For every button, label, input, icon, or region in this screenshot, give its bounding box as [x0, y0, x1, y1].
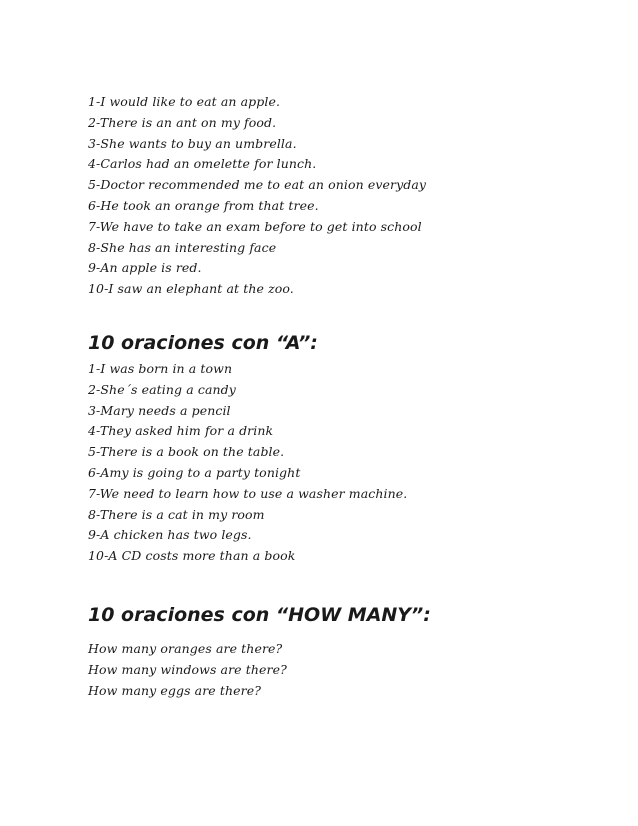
- list-item: 8-There is a cat in my room: [88, 506, 265, 522]
- list-item: 6-Amy is going to a party tonight: [88, 464, 301, 480]
- list-item: 7-We have to take an exam before to get into school: [88, 218, 422, 234]
- list-item: 9-An apple is red.: [88, 260, 202, 276]
- section-heading-how-many: 10 oraciones con “HOW MANY”:: [88, 603, 431, 626]
- list-item: How many oranges are there?: [88, 640, 283, 656]
- list-item: 4-They asked him for a drink: [88, 423, 274, 439]
- list-item: 6-He took an orange from that tree.: [88, 197, 319, 213]
- sentence-list-a: [88, 359, 608, 567]
- list-item: 9-A chicken has two legs.: [88, 527, 252, 543]
- section-heading-a: 10 oraciones con “A”:: [88, 331, 318, 354]
- list-item: 1-I would like to eat an apple.: [88, 94, 281, 109]
- list-item: 1-I was born in a town: [88, 360, 233, 376]
- list-item: 2-She´s eating a candy: [88, 381, 236, 397]
- list-item: 2-There is an ant on my food.: [88, 114, 277, 130]
- list-item: How many windows are there?: [88, 661, 287, 677]
- list-item: How many eggs are there?: [88, 682, 262, 698]
- list-item: 5-Doctor recommended me to eat an onion everyday: [88, 177, 427, 193]
- sentence-list-how-many: [88, 639, 608, 701]
- list-item: 5-There is a book on the table.: [88, 444, 285, 460]
- list-item: 7-We need to learn how to use a washer machine.: [88, 485, 408, 501]
- document-page: [88, 92, 608, 701]
- list-item: 8-She has an interesting face: [88, 239, 277, 255]
- list-item: 3-Mary needs a pencil: [88, 402, 231, 418]
- list-item: 10-A CD costs more than a book: [88, 548, 296, 564]
- list-item: 3-She wants to buy an umbrella.: [88, 135, 297, 151]
- sentence-list-an: [88, 92, 608, 300]
- list-item: 4-Carlos had an omelette for lunch.: [88, 156, 317, 172]
- list-item: 10-I saw an elephant at the zoo.: [88, 281, 294, 297]
